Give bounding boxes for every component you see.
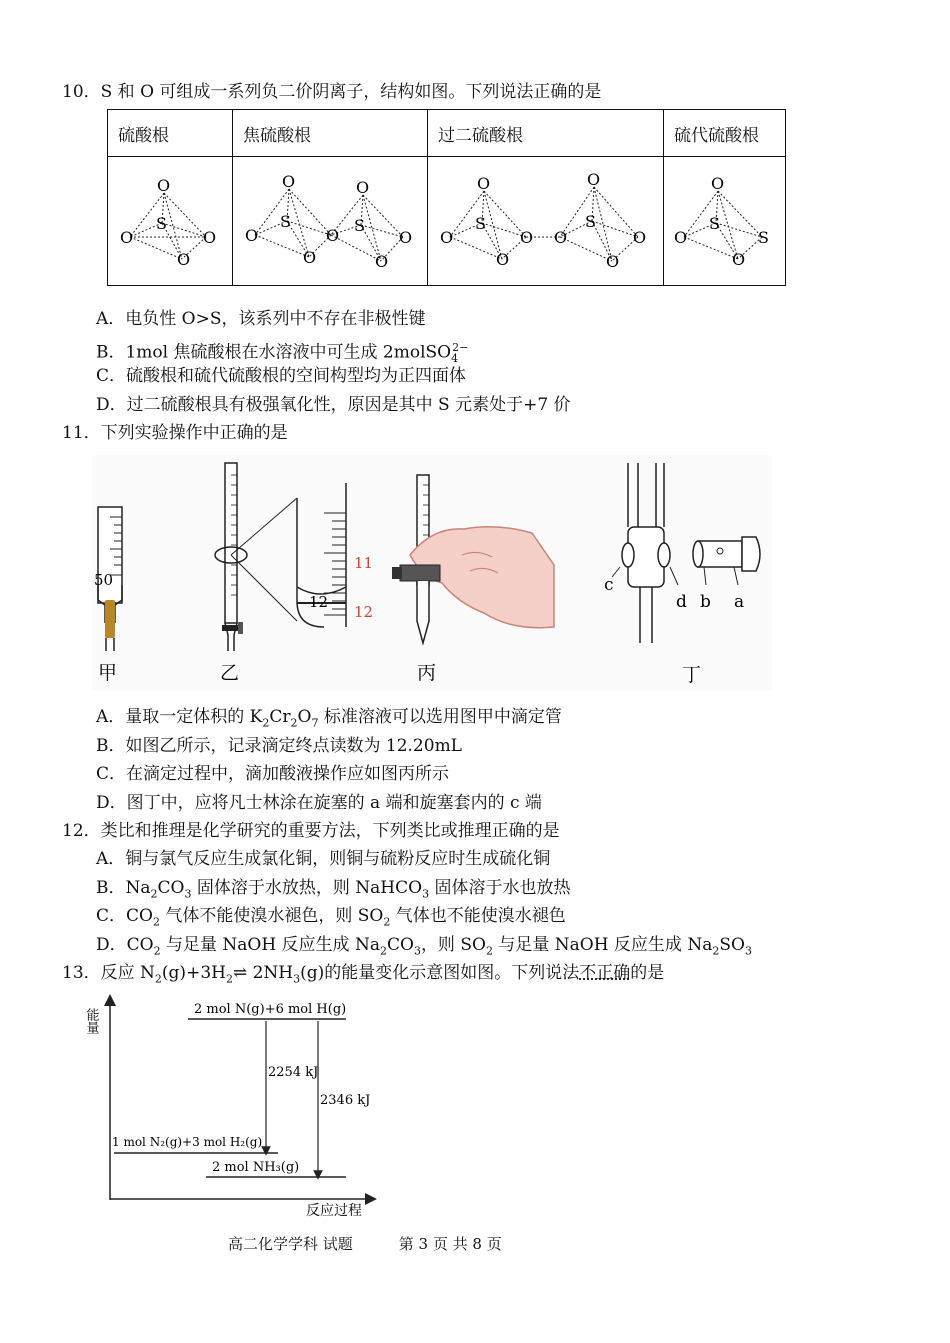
- atom-o: O: [375, 252, 389, 271]
- header-sulfate: 硫酸根: [108, 110, 233, 157]
- label-ding: 丁: [682, 664, 702, 686]
- atom-o: O: [356, 178, 370, 197]
- energy-axis-label: 能量: [83, 1008, 99, 1034]
- footer-page: 第 3 页 共 8 页: [398, 1235, 502, 1253]
- atom-o: O: [399, 228, 413, 247]
- pyrosulfate-diagram: [233, 157, 427, 285]
- atom-s: S: [475, 214, 486, 233]
- q11-option-c: C．在滴定过程中，滴加酸液操作应如图丙所示: [96, 764, 450, 784]
- sulfate-structure: [108, 157, 233, 286]
- atom-o: O: [326, 226, 340, 245]
- atom-o: O: [245, 226, 259, 245]
- q11-option-a: A．量取一定体积的 $K_2Cr_2O_7$ 标准溶液可以选用图甲中滴定管: [96, 707, 562, 730]
- header-thiosulfate: 硫代硫酸根: [664, 110, 786, 157]
- peroxodisulfate-diagram: [428, 157, 663, 285]
- thiosulfate-structure: [664, 157, 786, 286]
- footer-subject: 高二化学学科 试题: [228, 1235, 353, 1253]
- level-top-label: 2 mol N(g)+6 mol H(g): [194, 1002, 347, 1017]
- q11-apparatus-figure: [92, 455, 772, 690]
- mark-11: 11: [354, 554, 374, 572]
- label-yi: 乙: [220, 662, 240, 684]
- sulfate-diagram: [108, 157, 232, 285]
- atom-o: O: [554, 228, 568, 247]
- label-b: b: [700, 592, 711, 612]
- label-c: c: [604, 575, 614, 595]
- level-low-label: 2 mol NH₃(g): [212, 1160, 300, 1175]
- atom-s: S: [758, 228, 769, 247]
- q10-option-d: D．过二硫酸根具有极强氧化性，原因是其中 S 元素处于+7 价: [96, 395, 571, 415]
- label-a: a: [734, 592, 745, 612]
- label-bing: 丙: [417, 662, 437, 684]
- q12-option-c: C．$CO_2$ 气体不能使溴水褪色，则 $SO_2$ 气体也不能使溴水褪色: [96, 906, 566, 929]
- atom-o: O: [303, 248, 317, 267]
- energy-2254: 2254 kJ: [268, 1065, 319, 1080]
- header-peroxodisulfate: 过二硫酸根: [428, 110, 664, 157]
- atom-o: O: [440, 228, 454, 247]
- atom-o: O: [282, 172, 296, 191]
- pyrosulfate-structure: [233, 157, 428, 286]
- q12-option-b: B．$Na_2CO_3$ 固体溶于水放热，则 NaHCO$_3$ 固体溶于水也放热: [96, 878, 571, 901]
- page-footer: [228, 1233, 548, 1254]
- atom-s: S: [709, 214, 720, 233]
- atom-o: O: [606, 252, 620, 271]
- q13-energy-diagram: [83, 992, 388, 1224]
- label-d: d: [676, 592, 687, 612]
- atom-s: S: [354, 216, 365, 235]
- q13-stem: 13．反应 $N_2(g)+3H_2\rightleftharpoons$ $2NH_3(g)$的能量变化示意图如图。下列说法不正确的是: [62, 963, 665, 986]
- reaction-axis-label: 反应过程: [306, 1203, 362, 1219]
- emphasis-not-correct: 不正确: [579, 963, 631, 983]
- atom-o: O: [520, 228, 534, 247]
- atom-s: S: [280, 212, 291, 231]
- level-mid-label: 1 mol N₂(g)+3 mol H₂(g): [112, 1135, 263, 1149]
- q12-stem: 12．类比和推理是化学研究的重要方法，下列类比或推理正确的是: [62, 821, 560, 841]
- thiosulfate-diagram: [664, 157, 785, 285]
- q10-option-b: B．1mol 焦硫酸根在水溶液中可生成 2molSO$_4^{2-}$: [96, 341, 469, 366]
- atom-o: O: [674, 228, 688, 247]
- q11-option-b: B．如图乙所示，记录滴定终点读数为 12.20mL: [96, 736, 462, 756]
- q12-option-a: A．铜与氯气反应生成氯化铜，则铜与硫粉反应时生成硫化铜: [96, 849, 551, 869]
- atom-o: O: [587, 170, 601, 189]
- header-pyrosulfate: 焦硫酸根: [233, 110, 428, 157]
- atom-o: O: [120, 228, 134, 247]
- energy-2346: 2346 kJ: [320, 1093, 371, 1108]
- atom-o: O: [477, 174, 491, 193]
- q11-option-d: D．图丁中，应将凡士林涂在旋塞的 a 端和旋塞套内的 c 端: [96, 793, 542, 813]
- atom-o: O: [732, 250, 746, 269]
- atom-o: O: [203, 228, 217, 247]
- atom-s: S: [156, 214, 167, 233]
- q12-option-d: D．$CO_2$ 与足量 NaOH 反应生成 $Na_2CO_3$，则 $SO_2$ 与足量 NaOH 反应生成 $Na_2SO_3$: [96, 935, 752, 958]
- q10-option-a: A．电负性 O>S，该系列中不存在非极性键: [96, 309, 426, 329]
- atom-o: O: [496, 250, 510, 269]
- peroxodisulfate-structure: [428, 157, 664, 286]
- q10-stem: 10．S 和 O 可组成一系列负二价阴离子，结构如图。下列说法正确的是: [62, 82, 602, 102]
- q11-stem: 11．下列实验操作中正确的是: [62, 423, 288, 443]
- label-jia: 甲: [98, 662, 118, 684]
- q10-option-c: C．硫酸根和硫代硫酸根的空间构型均为正四面体: [96, 366, 467, 386]
- atom-o: O: [177, 250, 191, 269]
- atom-s: S: [585, 212, 596, 231]
- mark-12-outer: 12: [354, 603, 374, 621]
- mark-12-inner: 12: [309, 593, 329, 611]
- atom-o: O: [711, 174, 725, 193]
- atom-o: O: [633, 228, 647, 247]
- mark-50: 50: [94, 571, 114, 589]
- atom-o: O: [157, 176, 171, 195]
- q10-structure-table: [107, 109, 786, 286]
